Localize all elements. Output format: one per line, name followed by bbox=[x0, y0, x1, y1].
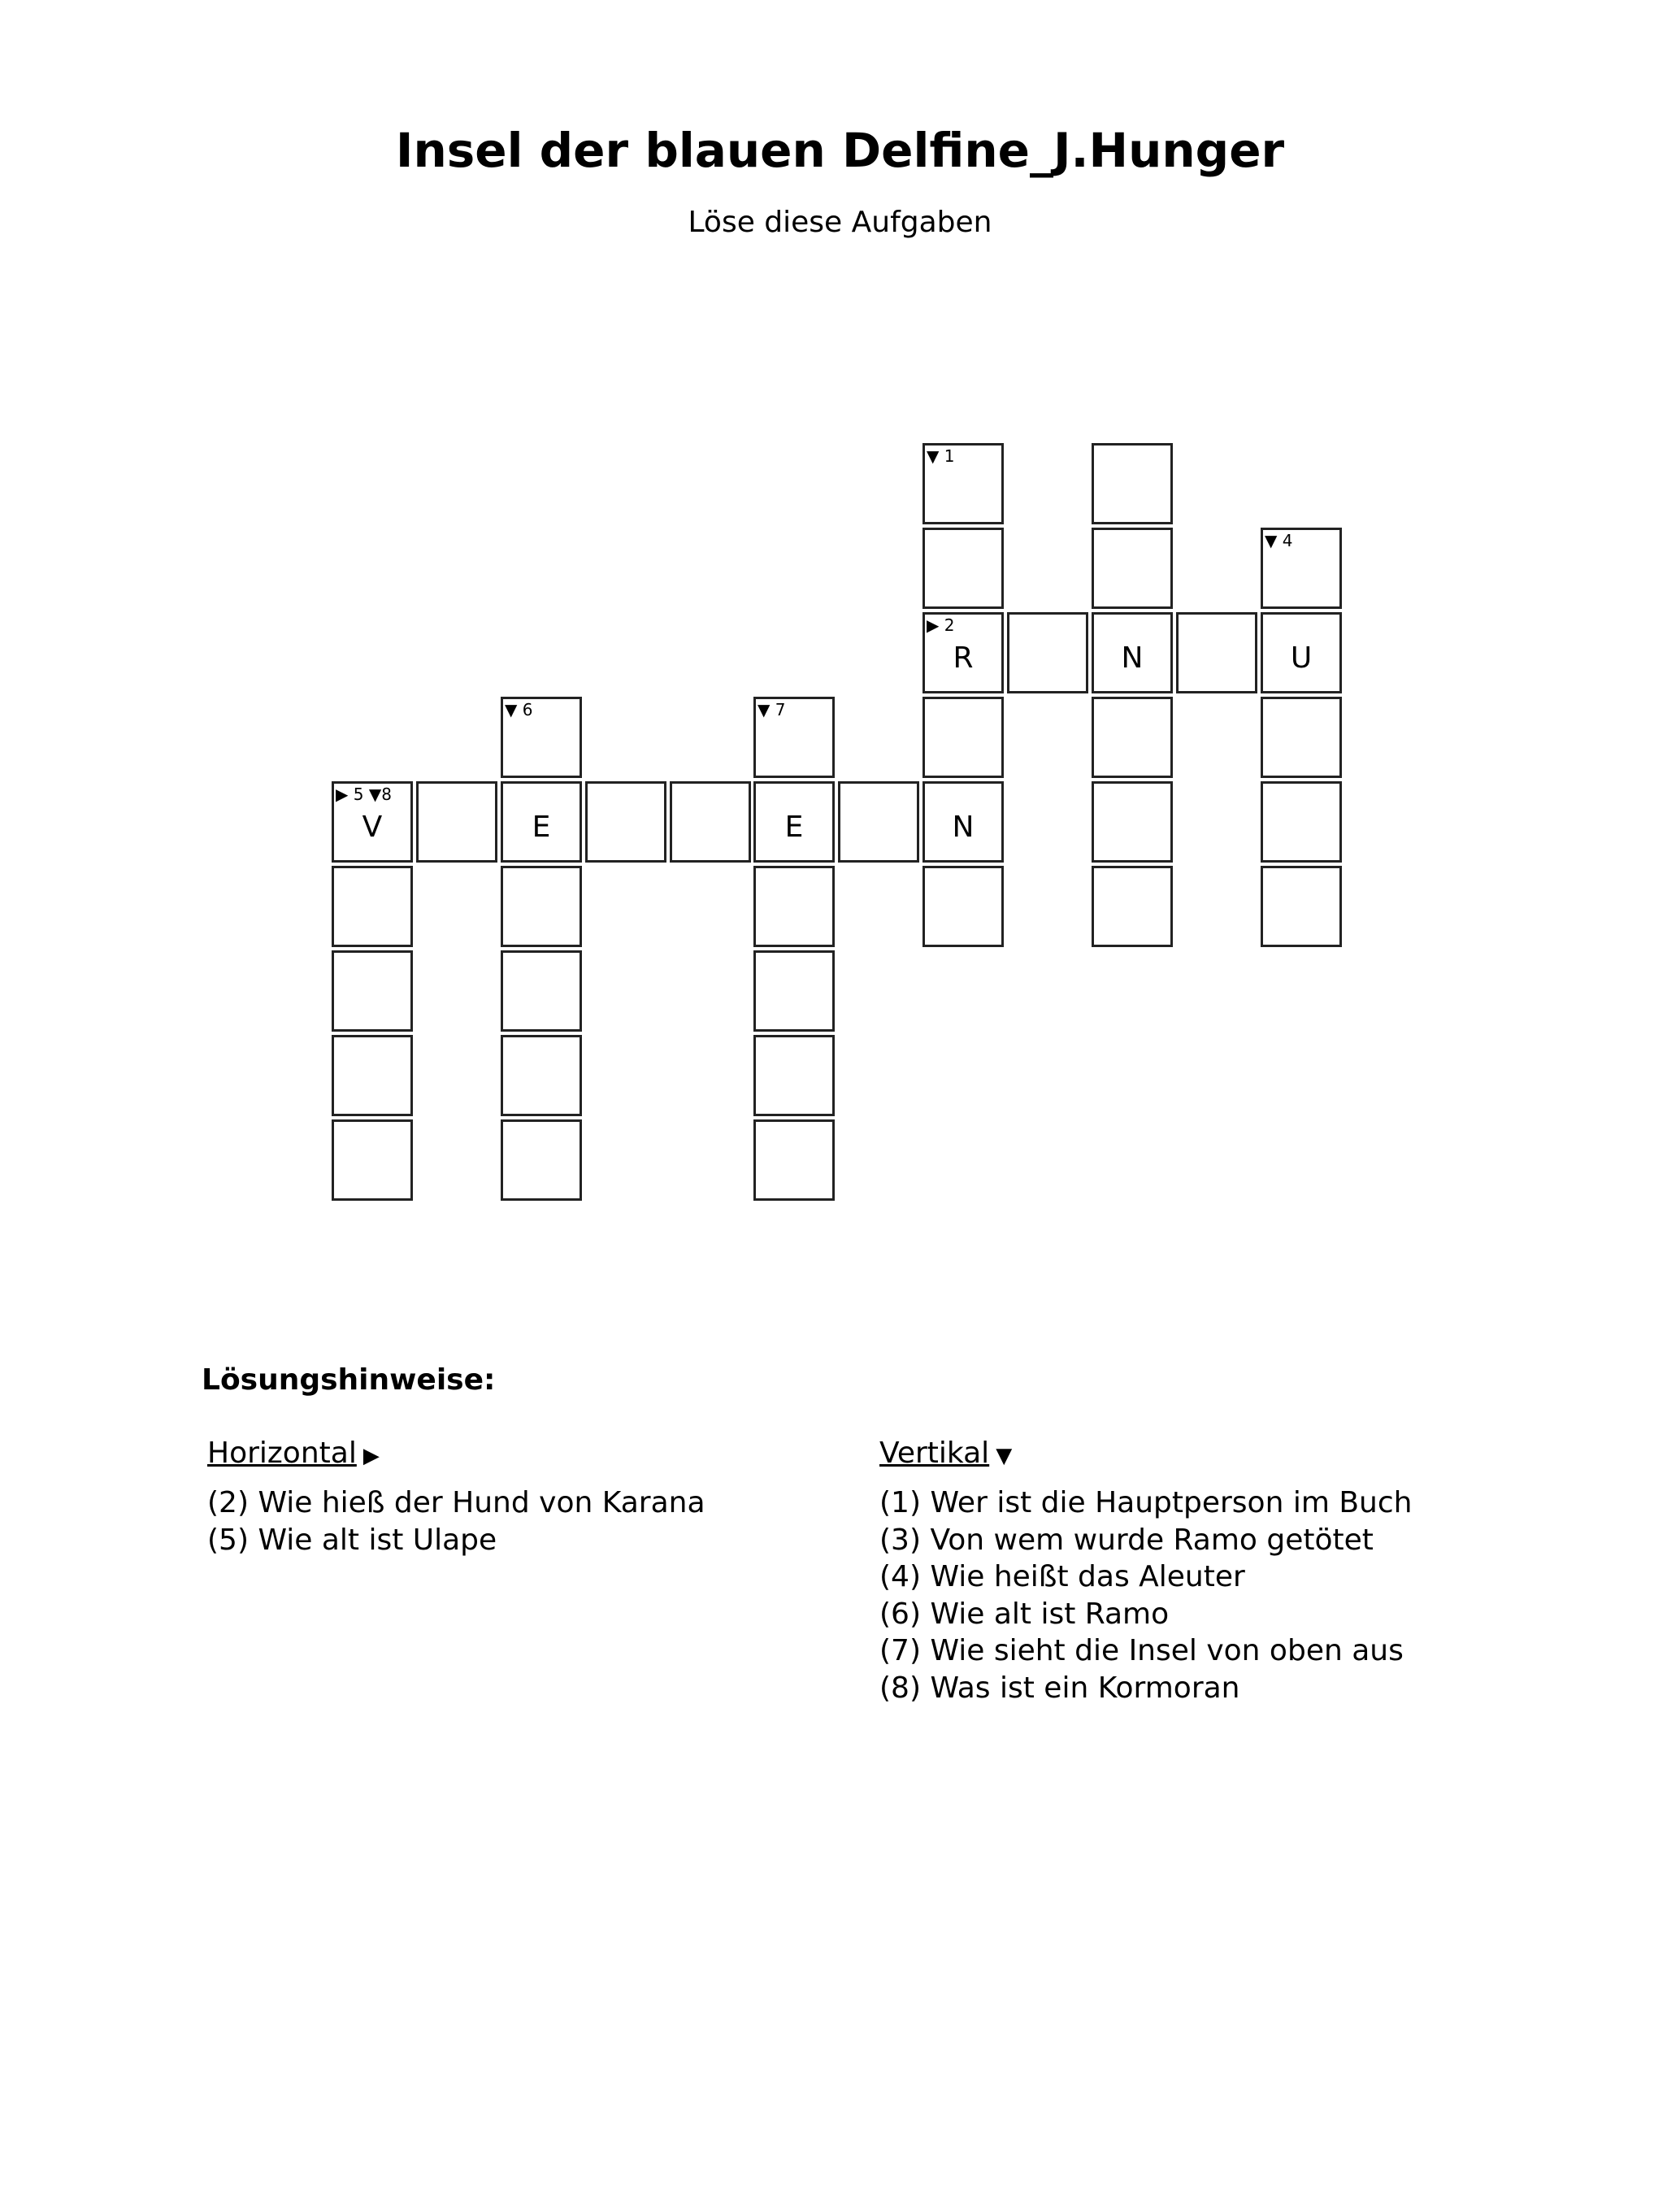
crossword-cell[interactable] bbox=[1261, 866, 1342, 947]
crossword-cell[interactable] bbox=[501, 697, 582, 778]
crossword-cell[interactable] bbox=[922, 781, 1004, 863]
crossword-cell[interactable] bbox=[753, 1035, 835, 1116]
crossword-cell[interactable] bbox=[922, 697, 1004, 778]
list-item: (8) Was ist ein Kormoran bbox=[879, 1671, 1240, 1705]
cell-letter: R bbox=[953, 641, 974, 675]
crossword-cell[interactable] bbox=[1261, 781, 1342, 863]
crossword-cell[interactable] bbox=[670, 781, 751, 863]
crossword-cell[interactable] bbox=[501, 1035, 582, 1116]
crossword-cell[interactable] bbox=[332, 866, 413, 947]
crossword-cell[interactable] bbox=[416, 781, 497, 863]
horizontal-label: Horizontal bbox=[207, 1437, 357, 1470]
crossword-cell[interactable] bbox=[753, 950, 835, 1032]
vertical-clue-list bbox=[879, 1484, 1412, 1706]
vertical-label: Vertikal bbox=[879, 1437, 990, 1470]
hints-heading: Lösungshinweise: bbox=[202, 1363, 496, 1397]
crossword-cell[interactable] bbox=[1092, 443, 1173, 524]
clue-number-1: ▼ 1 bbox=[927, 446, 955, 466]
horizontal-heading bbox=[207, 1436, 380, 1474]
crossword-cell[interactable] bbox=[1261, 528, 1342, 609]
vertical-heading bbox=[879, 1436, 1012, 1474]
crossword-cell[interactable] bbox=[753, 697, 835, 778]
crossword-cell[interactable] bbox=[1092, 866, 1173, 947]
list-item: (3) Von wem wurde Ramo getötet bbox=[879, 1523, 1374, 1557]
crossword-cell[interactable] bbox=[838, 781, 919, 863]
crossword-cell[interactable] bbox=[501, 781, 582, 863]
crossword-cell[interactable] bbox=[501, 866, 582, 947]
cell-letter: U bbox=[1290, 641, 1313, 675]
list-item: (4) Wie heißt das Aleuter bbox=[879, 1560, 1245, 1593]
crossword-cell[interactable] bbox=[753, 866, 835, 947]
cell-letter: N bbox=[1121, 641, 1144, 675]
crossword-cell[interactable] bbox=[922, 866, 1004, 947]
clue-number-7: ▼ 7 bbox=[758, 700, 786, 719]
crossword-cell[interactable] bbox=[1092, 697, 1173, 778]
crossword-cell[interactable] bbox=[1007, 612, 1088, 693]
right-arrow-icon: ▶ bbox=[362, 1444, 380, 1468]
list-item: (7) Wie sieht die Insel von oben aus bbox=[879, 1634, 1404, 1667]
crossword-cell[interactable] bbox=[332, 1119, 413, 1201]
crossword-cell[interactable] bbox=[1092, 612, 1173, 693]
crossword-cell[interactable] bbox=[1261, 697, 1342, 778]
crossword-cell[interactable] bbox=[922, 528, 1004, 609]
crossword-cell[interactable] bbox=[1176, 612, 1257, 693]
list-item: (2) Wie hieß der Hund von Karana bbox=[207, 1486, 705, 1519]
crossword-cell[interactable] bbox=[501, 950, 582, 1032]
page-title: Insel der blauen Delfine_J.Hunger bbox=[395, 123, 1285, 178]
list-item: (1) Wer ist die Hauptperson im Buch bbox=[879, 1486, 1413, 1519]
crossword-cell[interactable] bbox=[753, 1119, 835, 1201]
crossword-cell[interactable] bbox=[501, 1119, 582, 1201]
cell-letter: E bbox=[532, 811, 551, 844]
list-item: (5) Wie alt ist Ulape bbox=[207, 1523, 497, 1557]
crossword-cell[interactable] bbox=[1261, 612, 1342, 693]
cell-letter: N bbox=[952, 811, 975, 844]
crossword-cell[interactable] bbox=[1092, 528, 1173, 609]
crossword-cell[interactable] bbox=[332, 950, 413, 1032]
crossword-cell[interactable] bbox=[922, 443, 1004, 524]
cell-letter: E bbox=[784, 811, 804, 844]
crossword-cell[interactable] bbox=[332, 781, 413, 863]
cell-letter: V bbox=[362, 811, 383, 844]
crossword-cell[interactable] bbox=[332, 1035, 413, 1116]
clue-number-6: ▼ 6 bbox=[505, 700, 533, 719]
crossword-cell[interactable] bbox=[922, 612, 1004, 693]
clue-number-5-8: ▶ 5 ▼8 bbox=[336, 785, 392, 804]
down-arrow-icon: ▼ bbox=[996, 1444, 1013, 1468]
crossword-cell[interactable] bbox=[585, 781, 666, 863]
clue-number-4: ▼ 4 bbox=[1265, 531, 1293, 550]
horizontal-clue-list bbox=[207, 1484, 705, 1558]
clue-number-2: ▶ 2 bbox=[927, 615, 955, 635]
crossword-cell[interactable] bbox=[753, 781, 835, 863]
list-item: (6) Wie alt ist Ramo bbox=[879, 1597, 1170, 1631]
page-subtitle: Löse diese Aufgaben bbox=[688, 206, 992, 239]
crossword-cell[interactable] bbox=[1092, 781, 1173, 863]
